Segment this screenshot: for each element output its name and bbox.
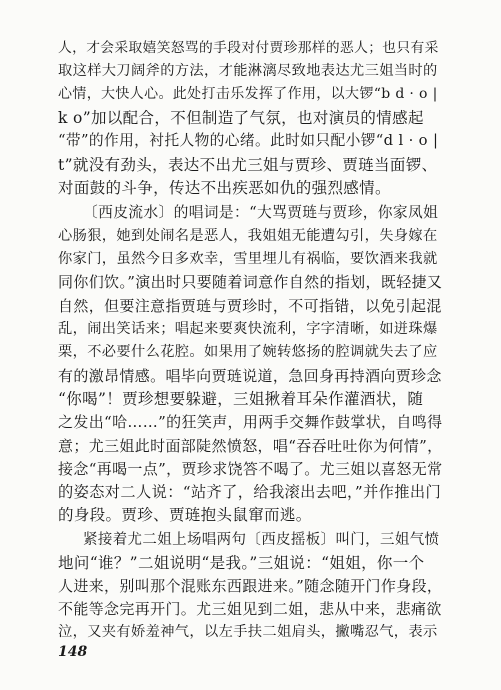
- text-line: 取这样大刀阔斧的方法，才能淋漓尽致地表达尤三姐当时的: [58, 63, 438, 79]
- text-line: 紧接着尤二姐上场唱两句〔西皮摇板〕叫门，三姐气愤: [83, 532, 440, 548]
- page-number: 148: [58, 644, 88, 660]
- text-line: 〔西皮流水〕的唱词是：“大骂贾琏与贾珍，你家凤姐: [83, 204, 439, 221]
- text-line: k o”加以配合，不但制造了气氛，也对演员的情感起: [58, 109, 424, 127]
- text-line: 泣，又夹有娇羞神气，以左手扶二姐肩头，撇嘴忍气，表示: [58, 624, 438, 640]
- text-line: t”就没有劲头，表达不出尤三姐与贾珍、贾琏当面锣、: [58, 156, 438, 174]
- text-line: 之发出“哈……”的狂笑声，用两手交舞作鼓掌状，自鸣得: [58, 413, 443, 431]
- text-line: 心情，大快人心。此处打击乐发挥了作用，以大锣“b d · o |: [58, 86, 438, 102]
- text-line: 乱，闹出笑话来；唱起来要爽快流利，字字清晰，如迸珠爆: [58, 321, 438, 337]
- text-line: 有的激昂情感。唱毕向贾琏说道，急回身再持酒向贾珍念: [58, 367, 442, 385]
- text-line: 人进来，别叫那个混账东西跟进来。”随念随开门作身段，: [58, 577, 443, 595]
- text-line: 心肠狠，她到处闹名是恶人，我姐姐无能遭勾引，失身嫁在: [58, 228, 438, 244]
- text-line: 地问“谁？”二姐说明“是我。”三姐说：“姐姐，你一个: [58, 554, 425, 572]
- text-line: 意；尤三姐此时面部陡然愤怒，唱“吞吞吐吐你为何情”，: [58, 437, 443, 455]
- text-line: 接念“再喝一点”，贾珍求饶答不喝了。尤三姐以喜怒无常: [58, 460, 443, 478]
- text-line: 不能等念完再开门。尤三姐见到二姐，悲从中来，悲痛欲: [58, 600, 442, 618]
- text-line: “你喝”！贾珍想要躲避，三姐揪着耳朵作灌酒状，随: [58, 390, 424, 408]
- text-line: 的姿态对二人说：“站齐了，给我滚出去吧，”并作推出门: [58, 483, 442, 501]
- text-line: “带”的作用，衬托人物的心绪。此时如只配小锣“d l · o |: [58, 132, 439, 149]
- text-line: 同你们饮。”演出时只要随着词意作自然的指划，既轻捷又: [58, 273, 443, 291]
- text-line: 你家门，虽然今日多欢幸，雪里埋儿有祸临，要饮酒来我就: [58, 251, 438, 267]
- text-line: 栗，不必要什么花腔。如果用了婉转悠扬的腔调就失去了应: [58, 344, 438, 360]
- text-line: 对面鼓的斗争，传达不出疾恶如仇的强烈感情。: [58, 179, 391, 197]
- text-line: 的身段。贾珍、贾琏抱头鼠窜而逃。: [58, 506, 312, 524]
- text-line: 自然，但要注意指贾琏与贾珍时，不可指错，以免引起混: [58, 297, 442, 315]
- text-line: 人，才会采取嬉笑怒骂的手段对付贾珍那样的恶人；也只有采: [58, 40, 439, 56]
